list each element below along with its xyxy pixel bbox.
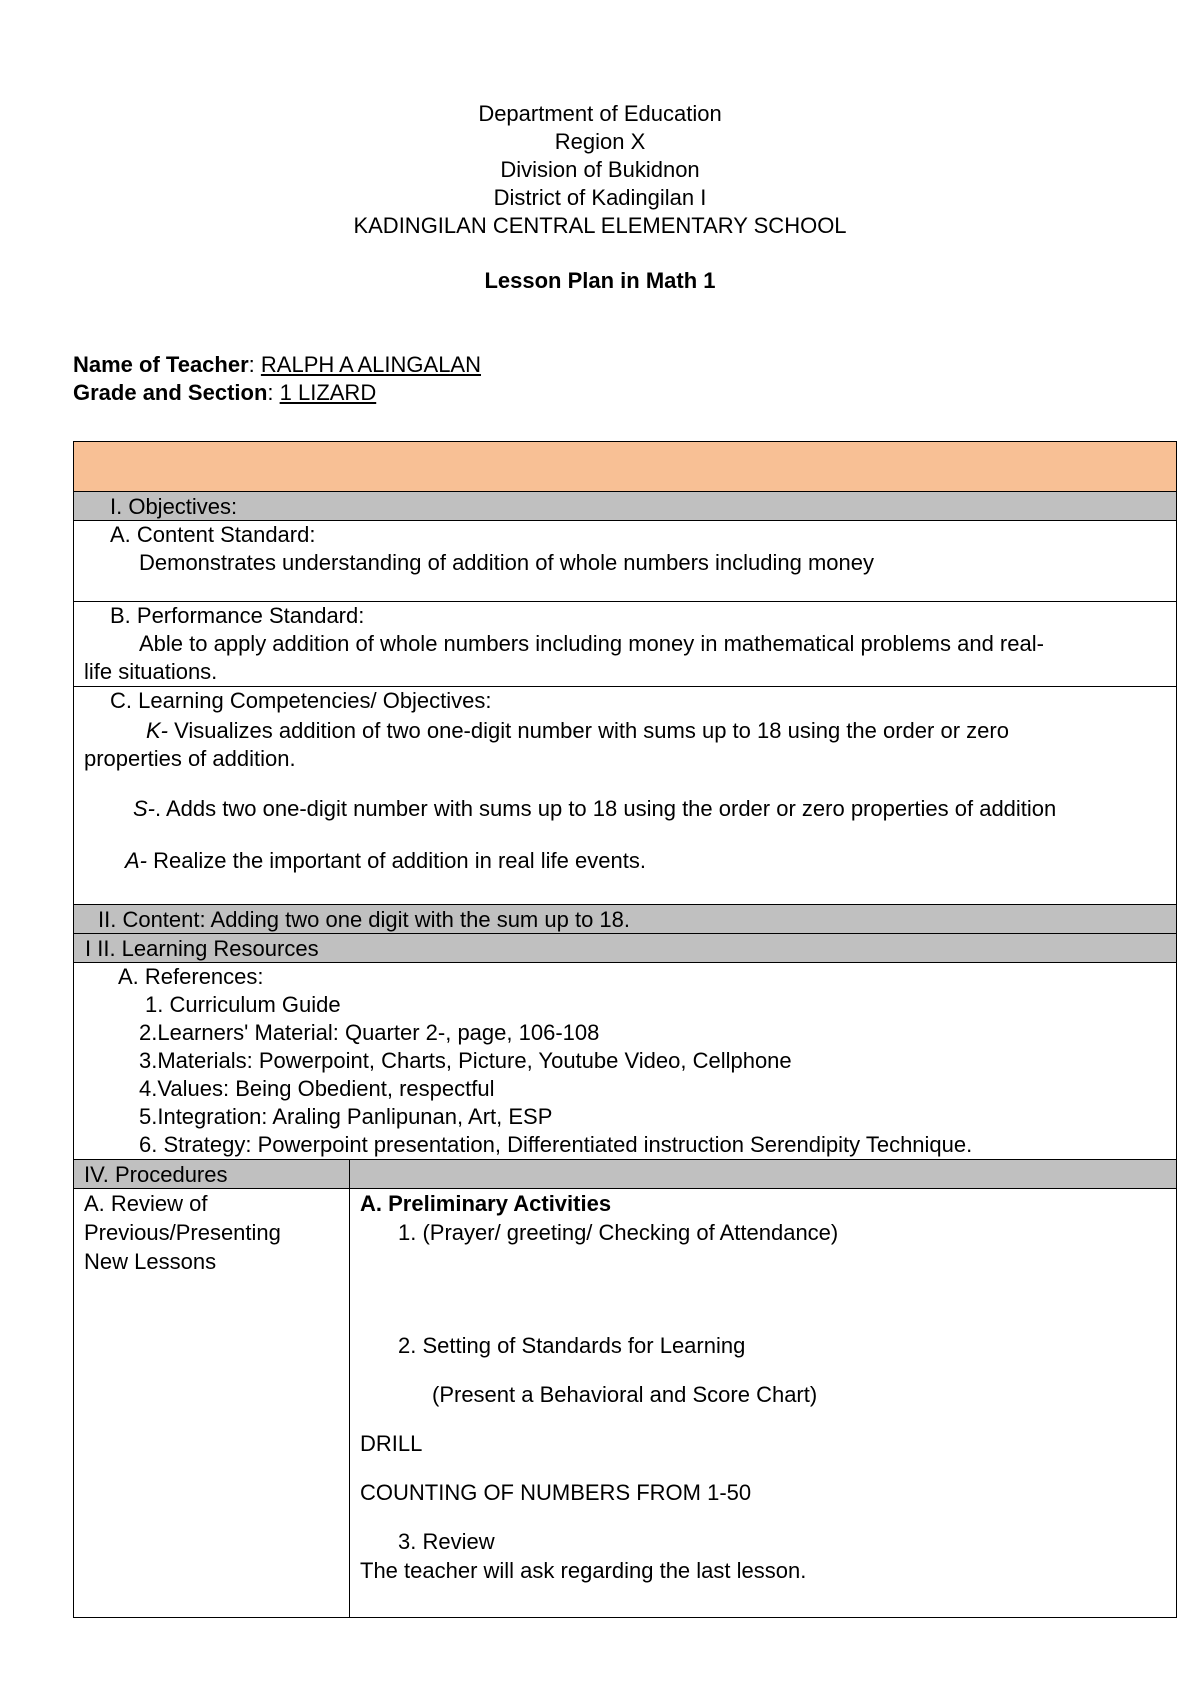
procedures-heading: IV. Procedures <box>74 1160 350 1188</box>
teacher-name-label: Name of Teacher <box>73 352 249 377</box>
reference-item: 4.Values: Being Obedient, respectful <box>139 1076 495 1101</box>
grade-section-label: Grade and Section <box>73 380 268 405</box>
competency-knowledge-cont: properties of addition. <box>84 746 296 771</box>
k-text: Visualizes addition of two one-digit number with sums up to 18 using the order or zero <box>168 718 1009 743</box>
content-standard-section <box>74 521 1176 602</box>
table-header-band <box>74 442 1176 492</box>
references-section <box>74 963 1176 1160</box>
content-heading: II. Content: Adding two one digit with the sum up to 18. <box>74 905 1176 934</box>
competency-skill <box>84 795 1166 823</box>
header-school: KADINGILAN CENTRAL ELEMENTARY SCHOOL <box>353 213 847 238</box>
procedures-review-row <box>74 1189 1176 1617</box>
review-label-line2: Previous/Presenting <box>84 1220 281 1245</box>
prayer-item: 1. (Prayer/ greeting/ Checking of Attendance) <box>398 1220 839 1245</box>
s-prefix: S- <box>133 796 155 821</box>
spacer <box>360 1507 1176 1527</box>
performance-standard-text-cont: life situations. <box>84 659 218 684</box>
spacer <box>360 1458 1176 1478</box>
lesson-plan-title: Lesson Plan in Math 1 <box>484 268 716 293</box>
competency-knowledge <box>84 717 1166 745</box>
reference-item: 3.Materials: Powerpoint, Charts, Picture, Youtube Video, Cellphone <box>139 1048 792 1073</box>
reference-item: 1. Curriculum Guide <box>145 992 341 1017</box>
resources-heading: I II. Learning Resources <box>74 934 1176 963</box>
competency-attitude <box>84 847 1166 875</box>
preliminary-activities-label: A. Preliminary Activities <box>360 1191 612 1216</box>
performance-standard-section <box>74 602 1176 687</box>
review-text: The teacher will ask regarding the last lesson. <box>360 1558 807 1583</box>
review-item: 3. Review <box>398 1529 495 1554</box>
grade-section-value: 1 LIZARD <box>279 380 377 405</box>
teacher-info <box>73 351 481 407</box>
spacer <box>360 1360 1176 1380</box>
counting-activity: COUNTING OF NUMBERS FROM 1-50 <box>360 1480 752 1505</box>
content-standard-text: Demonstrates understanding of addition of whole numbers including money <box>139 550 874 575</box>
spacer <box>360 1409 1176 1429</box>
reference-item: 2.Learners' Material: Quarter 2-, page, 106-108 <box>139 1020 600 1045</box>
teacher-name-line: Name of Teacher: RALPH A ALINGALAN <box>73 352 481 377</box>
objectives-heading: I. Objectives: <box>74 492 1176 521</box>
k-prefix: K- <box>146 718 168 743</box>
lesson-plan-table <box>73 441 1177 1618</box>
teacher-name-value: RALPH A ALINGALAN <box>260 352 481 377</box>
header-department: Department of Education <box>478 101 722 126</box>
procedures-heading-row <box>74 1160 1176 1189</box>
standards-item: 2. Setting of Standards for Learning <box>398 1333 746 1358</box>
review-label-line1: A. Review of <box>84 1191 208 1216</box>
school-header <box>0 100 1200 240</box>
header-division: Division of Bukidnon <box>500 157 700 182</box>
performance-standard-label: B. Performance Standard: <box>110 603 365 628</box>
references-label: A. References: <box>118 964 264 989</box>
a-prefix: A- <box>125 848 147 873</box>
content-standard-label: A. Content Standard: <box>110 522 316 547</box>
procedures-heading-blank <box>350 1160 1176 1188</box>
header-region: Region X <box>554 129 646 154</box>
s-text: . Adds two one-digit number with sums up to 18 using the order or zero properties of addition <box>155 796 1057 821</box>
drill-label: DRILL <box>360 1431 423 1456</box>
procedures-left-cell <box>74 1189 350 1617</box>
header-district: District of Kadingilan I <box>493 185 707 210</box>
reference-item: 5.Integration: Araling Panlipunan, Art, ESP <box>139 1104 553 1129</box>
performance-standard-text: Able to apply addition of whole numbers including money in mathematical problems and real- <box>139 631 1044 656</box>
standards-note: (Present a Behavioral and Score Chart) <box>432 1382 818 1407</box>
procedures-right-cell <box>350 1189 1176 1617</box>
reference-item: 6. Strategy: Powerpoint presentation, Differentiated instruction Serendipity Technique. <box>139 1132 973 1157</box>
review-label-line3: New Lessons <box>84 1249 217 1274</box>
competencies-label: C. Learning Competencies/ Objectives: <box>110 688 492 713</box>
competencies-section <box>74 687 1176 905</box>
grade-section-line: Grade and Section: 1 LIZARD <box>73 380 377 405</box>
a-text: Realize the important of addition in real life events. <box>147 848 646 873</box>
